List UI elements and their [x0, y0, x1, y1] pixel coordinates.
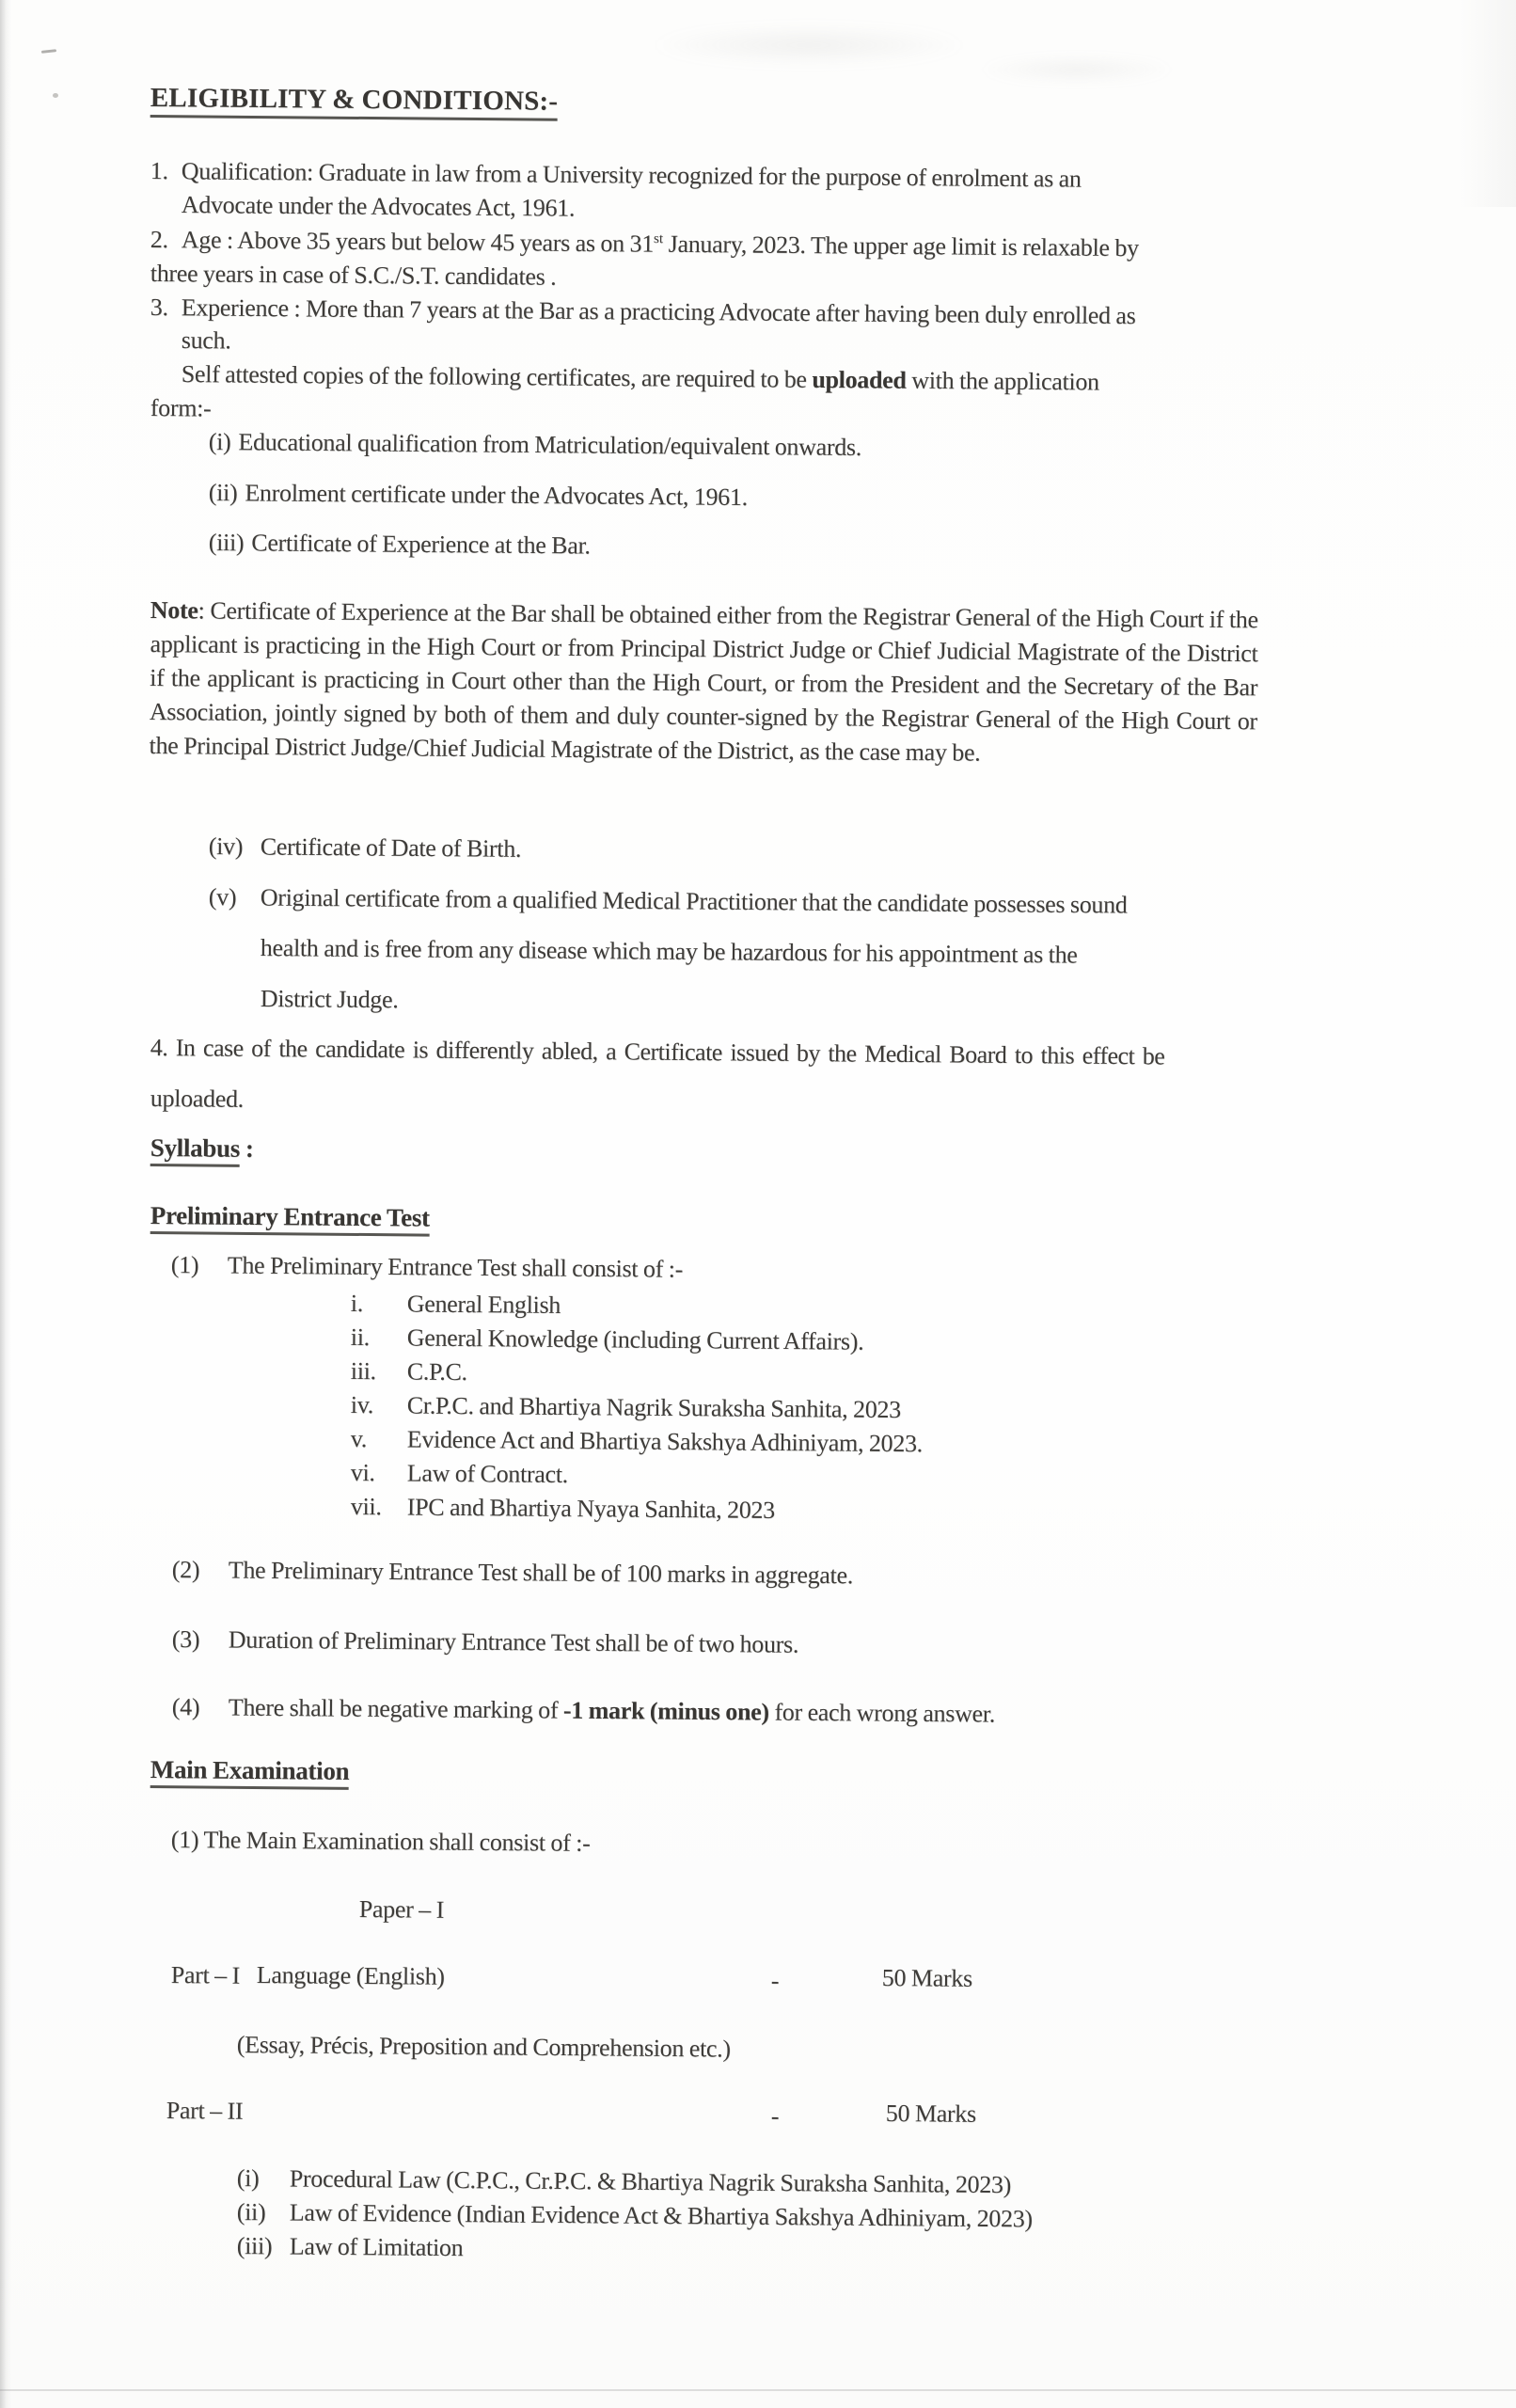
part-1-detail: (Essay, Précis, Preposition and Comprehension etc.): [236, 2031, 731, 2063]
certificate-item-v-text: Original certificate from a qualified Medical Practitioner that the candidate possesses sound: [260, 883, 1128, 919]
main-exam-clause-1: (1) The Main Examination shall consist of :-: [170, 1825, 591, 1857]
pet-subject-i: [351, 1287, 561, 1323]
pet-subject-v-text: Evidence Act and Bhartiya Sakshya Adhiniyam, 2023.: [406, 1425, 924, 1458]
certificate-item-v-line-3: District Judge.: [260, 984, 399, 1014]
pet-clause-4-text-b: for each wrong answer.: [768, 1698, 996, 1728]
paper-1-title: Paper – I: [358, 1894, 445, 1924]
certificate-item-v-number: (v): [208, 882, 237, 911]
pet-subject-ii-text: General Knowledge (including Current Affairs).: [406, 1323, 864, 1355]
scan-corner-shade: [1460, 0, 1516, 207]
syllabus-heading: [150, 1131, 254, 1165]
condition-4-line-2: uploaded.: [150, 1084, 245, 1113]
certificate-item-i-number: (i): [208, 427, 231, 456]
attested-copies-text-b: with the application: [906, 366, 1099, 396]
condition-4-line-1: 4. In case of the candidate is differently abled, a Certificate issued by the Medical Board to this effect be: [150, 1033, 1165, 1070]
scan-smudge: [978, 55, 1176, 85]
note-text: : Certificate of Experience at the Bar shall be obtained either from the Registrar General of the High Court if the applicant is practicing in the High Court or from Principal District Judge or Chief Judicial Magistrate of the District if the applicant is practicing in Court other than the High Court, or from the President and the Secretary of the Bar Association, jointly signed by both of them and duly counter-signed by the Registrar General of the High Court or the Principal District Judge/Chief Judicial Magistrate of the District, as the case may be.: [149, 596, 1258, 767]
condition-2-text-a: Age : Above 35 years but below 45 years as on 31: [181, 226, 655, 258]
part-2-item-ii-text: Law of Evidence (Indian Evidence Act & Bhartiya Sakshya Adhiniyam, 2023): [289, 2198, 1033, 2233]
scan-bottom-line: [0, 2389, 1516, 2391]
pet-subject-vii: [351, 1490, 775, 1528]
pet-clause-3: [172, 1623, 799, 1662]
uploaded-emphasis: uploaded: [812, 365, 907, 394]
part-2-label: Part – II: [166, 2097, 244, 2125]
pet-clause-2-text: The Preliminary Entrance Test shall be of 100 marks in aggregate.: [228, 1556, 854, 1590]
scan-smudge: [649, 24, 969, 66]
pet-subject-vii-text: IPC and Bhartiya Nyaya Sanhita, 2023: [406, 1493, 776, 1524]
pet-clause-3-number: (3): [171, 1624, 200, 1654]
attested-copies-text-a: Self attested copies of the following certificates, are required to be: [181, 359, 813, 393]
pet-subject-iii-number: iii.: [350, 1356, 376, 1386]
certificate-item-iv-text: Certificate of Date of Birth.: [260, 832, 522, 863]
part-2-item-iii: [237, 2229, 464, 2265]
syllabus-heading-text: Syllabus: [150, 1133, 240, 1167]
certificate-item-iii-number: (iii): [208, 528, 245, 557]
pet-subject-ii: [351, 1321, 864, 1359]
certificate-item-iv-number: (iv): [208, 832, 244, 861]
document-title: [150, 81, 559, 119]
scan-artifact-dash: [41, 49, 56, 54]
pet-subject-vi-text: Law of Contract.: [406, 1459, 569, 1489]
pet-clause-1: [171, 1248, 684, 1287]
main-exam-heading-text: Main Examination: [150, 1755, 350, 1790]
pet-subject-iv-text: Cr.P.C. and Bhartiya Nagrik Suraksha Sanhita, 2023: [406, 1391, 902, 1424]
pet-clause-2: [172, 1553, 853, 1592]
pet-subject-iii: [351, 1354, 467, 1389]
condition-3-number: 3.: [150, 293, 168, 322]
pet-clause-3-text: Duration of Preliminary Entrance Test shall be of two hours.: [228, 1625, 799, 1658]
certificate-item-v-line-2: health and is free from any disease which may be hazardous for his appointment as the: [260, 933, 1078, 969]
part-1-separator-dash: -: [770, 1967, 780, 1995]
ordinal-superscript: st: [653, 231, 664, 247]
part-2-separator-dash: -: [770, 2102, 780, 2131]
condition-2-line-2: three years in case of S.C./S.T. candidates .: [150, 259, 557, 291]
certificate-item-i: [209, 425, 861, 465]
pet-heading-text: Preliminary Entrance Test: [150, 1201, 430, 1237]
pet-heading: [150, 1198, 430, 1235]
pet-subject-iv-number: iv.: [350, 1390, 374, 1419]
pet-subject-iii-text: C.P.C.: [406, 1357, 467, 1386]
pet-clause-2-number: (2): [171, 1555, 200, 1584]
part-2-item-iii-text: Law of Limitation: [289, 2232, 464, 2262]
pet-subject-i-number: i.: [350, 1289, 364, 1318]
attested-copies-line-2: form:-: [150, 393, 212, 422]
pet-clause-4-text-a: There shall be negative marking of: [228, 1693, 564, 1724]
pet-subject-vii-number: vii.: [350, 1492, 382, 1521]
certificate-item-iii: [209, 526, 591, 563]
pet-clause-1-number: (1): [170, 1250, 199, 1279]
pet-clause-1-text: The Preliminary Entrance Test shall consist of :-: [227, 1251, 684, 1283]
scan-artifact-dot: [53, 93, 58, 98]
part-2-item-i-number: (i): [236, 2164, 260, 2193]
pet-clause-4: [172, 1690, 995, 1732]
pet-clause-4-number: (4): [171, 1692, 200, 1721]
pet-subject-v: [351, 1422, 923, 1461]
condition-3-line-1: [150, 291, 1136, 333]
condition-2-number: 2.: [150, 225, 168, 254]
condition-3-text: Experience : More than 7 years at the Bar as a practicing Advocate after having been duly enrolled as: [181, 293, 1136, 330]
pet-subject-v-number: v.: [350, 1424, 368, 1453]
certificate-item-ii: [209, 476, 748, 515]
part-2-item-i-text: Procedural Law (C.P.C., Cr.P.C. & Bhartiya Nagrik Suraksha Sanhita, 2023): [289, 2164, 1012, 2199]
pet-subject-i-text: General English: [406, 1290, 561, 1319]
certificate-item-v-line-1: [209, 880, 1128, 923]
certificate-item-iv: [209, 830, 522, 866]
negative-marking-emphasis: -1 mark (minus one): [562, 1696, 769, 1726]
certificate-item-ii-number: (ii): [208, 478, 238, 507]
document-title-text: ELIGIBILITY & CONDITIONS:-: [150, 83, 559, 121]
note-paragraph: [149, 594, 1258, 772]
part-1-label: Part – I: [170, 1961, 241, 1989]
condition-3-line-2: such.: [181, 325, 231, 355]
pet-subject-iv: [351, 1388, 901, 1427]
scan-edge-shadow: [0, 0, 11, 2408]
main-exam-heading: [150, 1752, 350, 1788]
part-2-marks: 50 Marks: [885, 2099, 977, 2128]
pet-subject-vi: [351, 1456, 568, 1492]
pet-subject-ii-number: ii.: [350, 1323, 371, 1352]
condition-1-text: Qualification: Graduate in law from a University recognized for the purpose of enrolment as an: [181, 157, 1082, 193]
attested-copies-line-1: [182, 357, 1099, 400]
certificate-item-ii-text: Enrolment certificate under the Advocates Act, 1961.: [245, 479, 748, 511]
pet-subject-vi-number: vi.: [350, 1458, 375, 1487]
part-2-item-ii-number: (ii): [236, 2198, 266, 2226]
part-1-marks: 50 Marks: [881, 1964, 973, 1992]
certificate-item-i-text: Educational qualification from Matriculation/equivalent onwards.: [238, 428, 862, 462]
part-2-item-iii-number: (iii): [236, 2232, 273, 2260]
condition-1-number: 1.: [150, 156, 168, 185]
syllabus-heading-colon: :: [239, 1133, 254, 1163]
condition-2-text-b: January, 2023. The upper age limit is relaxable by: [662, 230, 1139, 262]
condition-1-line-2: Advocate under the Advocates Act, 1961.: [181, 190, 576, 222]
note-label: Note: [150, 595, 198, 625]
certificate-item-iii-text: Certificate of Experience at the Bar.: [251, 529, 591, 560]
part-1-subject: Language (English): [256, 1961, 445, 1990]
